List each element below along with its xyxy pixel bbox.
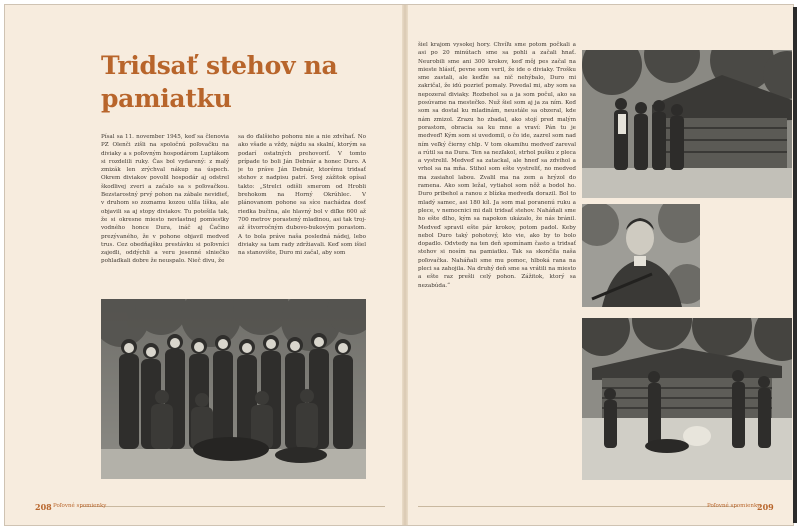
left-page-number: 208 — [35, 502, 52, 512]
article-column-1 — [101, 133, 229, 297]
article-text-1: Písal sa 11. november 1945, keď sa členovia PZ Olenči zišli na spoločnú poľovačku na diviaky a s poľovným hospodárom Luptákom si rozdelili ruky. Čas bol vydarený: z malý zmizák len zrýchval nákup na úspech. Okrem diviakov povolil hospodár aj odstrel škodlivej zveri a začalo sa s poľovačkou. Bezstarostný prvý pohon na zábale nevidieť, v druhom so zoznamu kozou ulila líška, ale objavili sa aj stopy diviakov. Tu potešila tak, že si okresne miesto nevlastnej pomiestky vodného honce Dura, ináč aj Čačino prezývaného, že v pohone objavil medveď trus. Cez obedňajšku prestávku si poľovníci zajedli, oddýchli a veru jesenné slniečko pohladkali dobre že neuspalo. Nieč divu, že — [101, 134, 229, 265]
portrait-photo-image — [582, 204, 700, 307]
article-title: Tridsať stehov na pamiatku — [101, 51, 338, 113]
page-edge-shadow — [793, 7, 797, 523]
right-running-title: Poľovné spomienky — [707, 503, 761, 509]
hunters-hut-photo-image — [582, 318, 792, 480]
article-text-3: šiel krajom vysokej hory. Chvíľu sme potom počkali a asi po 20 minútach sme sa pohli a začali hnať. Neurobili sme ani 300 krokov, keď môj pes začal na mieste hlásiť, pevne som veril, že ide o diviaky. Trošku sme zastali, ale keďže sa nič nehýbalo, Duro mi zakričal, že idú pozrieť pomaly. Povedal mi, aby som sa nepozeral diviaky. Rozbehol sa a ja som počul, ako sa posúvame na mestečko. Nuž šiel som aj ja za ním. Keď som sa dostal ku mladinám, neustále sa obzeral, kde nám zmizol. Zrazu ho zbadal, ako stojí pred malým porastom, obracia sa ku mne a vraví: Pán tu je medveď! Kým som si uvedomil, o čo ide, zazrel som nad ním veľký čierny chlp. V tom okamihu medveď zareval a rútil sa na Dura. Ten sa nezľakol, strhol pušku z pleca a vystrelil. Medveď sa zatackal, ale hneď sa zdvihol a vrhol sa na mňa. Stihol som ešte vystreliť, no medveď ma zasiahol labou. Zvalil ma na zem a hrýzol do ramena. Ako som ležal, vytiahol som nôž a bodol ho. Duro pribehol a ranou z blízka medveďa dorazil. Bol to mladý samec, asi 180 kíl. Ja som mal poranenú ruku a plece, v nemocnici mi dali tridsať stehov. Naháňali sme ho ešte dlho, kým sa napokon ukázalo, že nás bránil. Medveď spravil ešte pár krokov, potom padol. Keby nebol Duro taký pohotový, kto vie, ako by to bolo dopadlo. Odvtedy na ten deň spomínam často a tridsať stehov si nosím na pamiatku. Tak sa skončila naša poľovačka. Naháňali sme mu pomoc, hlboká rana na pleci sa zahojila. Na druhý deň sme sa vrátili na miesto a ešte raz prešli celý pohon. Zážitok, ktorý sa nezabúda.“ — [418, 42, 576, 289]
article-column-3 — [418, 41, 576, 499]
hunters-hut-photo — [582, 318, 792, 480]
left-running-title: Poľovné spomienky — [53, 503, 107, 509]
right-page-number: 209 — [757, 502, 774, 512]
group-photo-hunters — [101, 299, 366, 479]
portrait-photo — [582, 204, 700, 307]
article-column-2 — [238, 133, 366, 297]
footer-rule-right — [418, 506, 738, 507]
footer-rule-left — [80, 506, 385, 507]
magazine-spread — [4, 4, 794, 526]
page-gutter — [402, 5, 408, 525]
article-text-2: sa do ďalšieho pohonu nie a nie zdvíhať. No ako všade a vždy, nájdu sa skalní, ktorým sa podarí ostatných prehovoriť. V tomto prípade to boli Ján Debnár a honec Duro. A je to práve Ján Debnár, ktorému tridsať stehov z nadpisu patrí. Svoj zážitok opísal takto: „Strelci odišli smerom od Hrobli brehokom na Horný Okrúhlec. V plánovanom pohone sa síce nachádza dosť riedka bučina, ale hlavný bol v diľke 600 až 700 metrov porastený mladinou, asi tak troj- až štvorročným dubovo-bukovým porastom. A to bola práve naša posledná nádej, lebo diviaky sa tam rady zdržiavali. Keď som išiel na stanovište, Duro mi začal, aby som — [238, 134, 366, 257]
cabin-photo — [582, 50, 792, 198]
group-photo-image — [101, 299, 366, 479]
cabin-photo-image — [582, 50, 792, 198]
